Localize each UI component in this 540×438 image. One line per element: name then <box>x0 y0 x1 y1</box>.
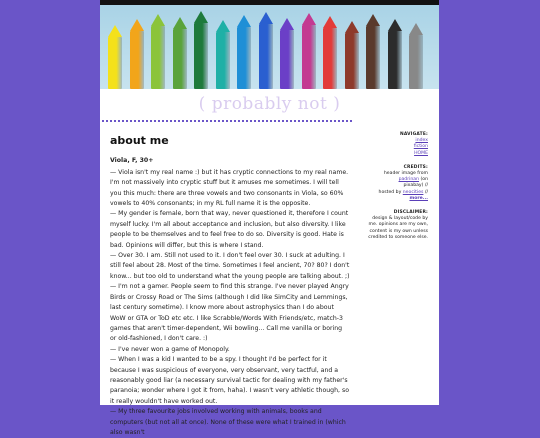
credits-text: pixabay) // <box>403 183 428 189</box>
disclaimer-text: design & layout/code by me. opinions are my own, content is my own unless credited to someone else. <box>368 216 428 240</box>
more-link[interactable]: more... <box>409 195 428 201</box>
pencil-icon <box>194 11 208 89</box>
pencil-icon <box>345 21 359 89</box>
pencil-icon <box>323 16 337 89</box>
pencil-icon <box>216 20 230 89</box>
pencil-icon <box>108 25 122 89</box>
credits-text: // <box>424 189 428 195</box>
navigate-heading: NAVIGATE: <box>399 132 428 137</box>
pencil-icon <box>237 15 251 89</box>
main-content <box>110 136 350 438</box>
pencil-icon <box>151 14 165 89</box>
site-title: ( probably not ) <box>198 94 341 114</box>
paragraph: — I've never won a game of Monopoly. <box>110 345 230 353</box>
paragraph: — I'm not a gamer. People seem to find this strange. I've never played Angry Birds or Crossy Road or The Sims (although I did like SimCity and Lemmings, last century sometime). I know more about astrophysics than I do about WoW or GTA or ToD etc etc. I like Scrabble/Words With Friends/etc, match-3 games that aren't timer-dependent, Wii bowling... Call me vanilla or boring or old-fashioned, I don't care. :) <box>110 283 349 343</box>
header-image <box>100 5 439 89</box>
disclaimer-block <box>362 210 428 241</box>
paragraph: — My gender is female, born that way, never questioned it, therefore I count myself lucky. I'm all about acceptance and inclusion, but also diversity. I like people to be themselves and to feel free to do so. Diversity is good. Hate is bad. Opinions will differ, but this is where I stand. <box>110 210 349 249</box>
pencil-icon <box>388 19 402 89</box>
pencil-icon <box>280 18 294 89</box>
credits-text: hosted by <box>378 189 402 195</box>
navigate-block <box>362 132 428 157</box>
nav-link-index[interactable]: index <box>415 138 428 144</box>
credits-text: header image from <box>383 171 428 177</box>
credits-text: (on <box>420 177 428 183</box>
credits-heading: CREDITS: <box>403 164 428 170</box>
credit-link-neocities[interactable]: neocities <box>402 189 424 195</box>
intro-line: Viola, F, 30+ <box>110 157 154 165</box>
pencil-icon <box>366 14 380 89</box>
divider <box>102 120 352 122</box>
paragraph: — Viola isn't my real name :) but it has cryptic connections to my real name. I'm not massively into cryptic stuff but it amuses me sometimes. I will tell you this much: there are three vowels and two consonants in Viola, so 60% vowels to 40% consonants; in my RL full name it is the opposite. <box>110 168 349 208</box>
credits-block <box>362 165 428 202</box>
pencil-icon <box>259 12 273 89</box>
page-title: about me <box>110 134 169 147</box>
pencil-icon <box>302 13 316 89</box>
paragraph: — Over 30. I am. Still not used to it. I don't feel over 30. I suck at adulting. I still feel about 28. Most of the time. Sometimes I feel ancient, 70? 80? I don't know... but too old to understand what the young people are talking about. ;) <box>110 252 350 280</box>
paragraph: — When I was a kid I wanted to be a spy. I thought I'd be perfect for it because I was suspicious of everyone, very observant, very tactful, and a reasonably good liar (a necessary survival tactic for dealing with my father's paranoia; wonder where I got it from, haha). I wasn't very athletic though, so it really wouldn't have worked out. <box>110 356 349 405</box>
page <box>100 0 439 436</box>
nav-link-home[interactable]: HOME <box>414 150 428 156</box>
credit-link-padrinan[interactable]: padrinan <box>398 177 420 183</box>
pencil-icon <box>130 19 144 89</box>
paragraph: — My three favourite jobs involved working with animals, books and computers (but not all at once). None of these were what I trained in (which also wasn't <box>110 408 346 436</box>
sidebar <box>362 132 428 249</box>
disclaimer-heading: DISCLAIMER: <box>393 210 428 216</box>
pencil-icon <box>409 23 423 89</box>
pencil-icon <box>173 17 187 89</box>
nav-link-fiction[interactable]: fiction <box>413 144 428 150</box>
